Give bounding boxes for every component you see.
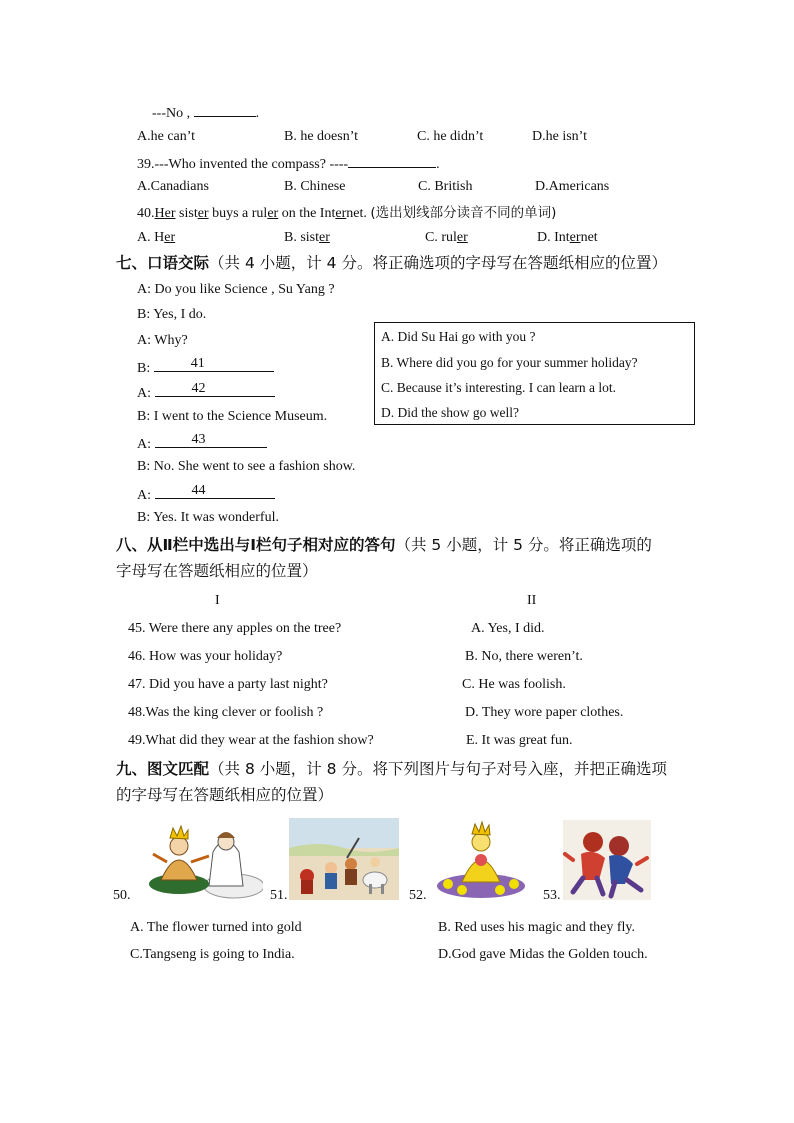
answer-blank-43[interactable]: 43 — [155, 432, 267, 448]
section-9-heading: 九、图文匹配（共 8 小题，计 8 分。将下列图片与句子对号入座，并把正确选项 — [116, 760, 667, 778]
q38-option-b[interactable]: B. he doesn’t — [284, 129, 359, 144]
choice-box — [374, 322, 695, 425]
answer-b: B. No, there weren’t. — [465, 649, 583, 664]
dialogue-line: A: 42 — [137, 381, 275, 404]
journey-to-west-picture — [289, 818, 399, 900]
q39-stem: 39.---Who invented the compass? ---- . — [137, 152, 440, 175]
q40-option-b[interactable]: B. sister — [284, 230, 330, 245]
golden-flower-picture — [434, 820, 528, 900]
midas-and-god-picture — [139, 822, 263, 900]
section-8-heading-cont: 字母写在答题纸相应的位置） — [116, 562, 318, 580]
question-45: 45. Were there any apples on the tree? — [128, 621, 342, 636]
q40-stem: 40.Her sister buys a ruler on the Internet. (选出划线部分读音不同的单词) — [137, 205, 557, 221]
dialogue-line: A: 43 — [137, 432, 267, 455]
choice-d: D. Did the show go well? — [381, 405, 519, 420]
picture-label-51: 51. — [270, 888, 288, 903]
picture-label-53: 53. — [543, 888, 561, 903]
choice-b: B. Where did you go for your summer holiday? — [381, 355, 638, 370]
answer-blank-42[interactable]: 42 — [155, 381, 275, 397]
q38-option-d[interactable]: D.he isn’t — [532, 129, 587, 144]
answer-blank-41[interactable]: 41 — [154, 356, 274, 372]
question-46: 46. How was your holiday? — [128, 649, 283, 664]
answer-a: A. Yes, I did. — [471, 621, 545, 636]
dialogue-line: B: No. She went to see a fashion show. — [137, 459, 356, 474]
q39-option-d[interactable]: D.Americans — [535, 179, 610, 194]
question-47: 47. Did you have a party last night? — [128, 677, 328, 692]
picture-option-d: D.God gave Midas the Golden touch. — [438, 947, 648, 962]
column-1-header: I — [215, 593, 220, 608]
q39-option-a[interactable]: A.Canadians — [137, 179, 209, 194]
dialogue-line: A: Why? — [137, 333, 188, 348]
flying-children-picture — [563, 820, 651, 900]
section-7-heading: 七、口语交际（共 4 小题，计 4 分。将正确选项的字母写在答题纸相应的位置） — [116, 254, 667, 272]
section-9-heading-cont: 的字母写在答题纸相应的位置） — [116, 786, 334, 804]
picture-option-c: C.Tangseng is going to India. — [130, 947, 295, 962]
q38-option-c[interactable]: C. he didn’t — [417, 129, 484, 144]
dialogue-line: A: Do you like Science , Su Yang ? — [137, 282, 335, 297]
choice-a: A. Did Su Hai go with you ? — [381, 329, 536, 344]
q40-option-d[interactable]: D. Internet — [537, 230, 598, 245]
q39-option-b[interactable]: B. Chinese — [284, 179, 346, 194]
question-49: 49.What did they wear at the fashion show? — [128, 733, 374, 748]
answer-d: D. They wore paper clothes. — [465, 705, 624, 720]
dialogue-line: A: 44 — [137, 483, 275, 506]
column-2-header: II — [527, 593, 537, 608]
q38-stem: ---No , . — [152, 101, 259, 124]
dialogue-line: B: 41 — [137, 356, 274, 379]
q40-option-a[interactable]: A. Her — [137, 230, 176, 245]
q40-option-c[interactable]: C. ruler — [425, 230, 468, 245]
picture-option-a: A. The flower turned into gold — [130, 920, 302, 935]
dialogue-line: B: I went to the Science Museum. — [137, 409, 328, 424]
answer-blank-44[interactable]: 44 — [155, 483, 275, 499]
q39-option-c[interactable]: C. British — [418, 179, 473, 194]
answer-c: C. He was foolish. — [462, 677, 566, 692]
answer-e: E. It was great fun. — [466, 733, 573, 748]
dialogue-line: B: Yes, I do. — [137, 307, 207, 322]
picture-label-52: 52. — [409, 888, 427, 903]
picture-label-50: 50. — [113, 888, 131, 903]
choice-c: C. Because it’s interesting. I can learn a lot. — [381, 380, 617, 395]
answer-blank[interactable] — [348, 152, 436, 168]
q38-option-a[interactable]: A.he can’t — [137, 129, 196, 144]
section-8-heading: 八、从Ⅱ栏中选出与Ⅰ栏句子相对应的答句（共 5 小题，计 5 分。将正确选项的 — [116, 536, 652, 554]
answer-blank[interactable] — [194, 101, 256, 117]
dialogue-line: B: Yes. It was wonderful. — [137, 510, 279, 525]
question-48: 48.Was the king clever or foolish ? — [128, 705, 324, 720]
picture-option-b: B. Red uses his magic and they fly. — [438, 920, 636, 935]
